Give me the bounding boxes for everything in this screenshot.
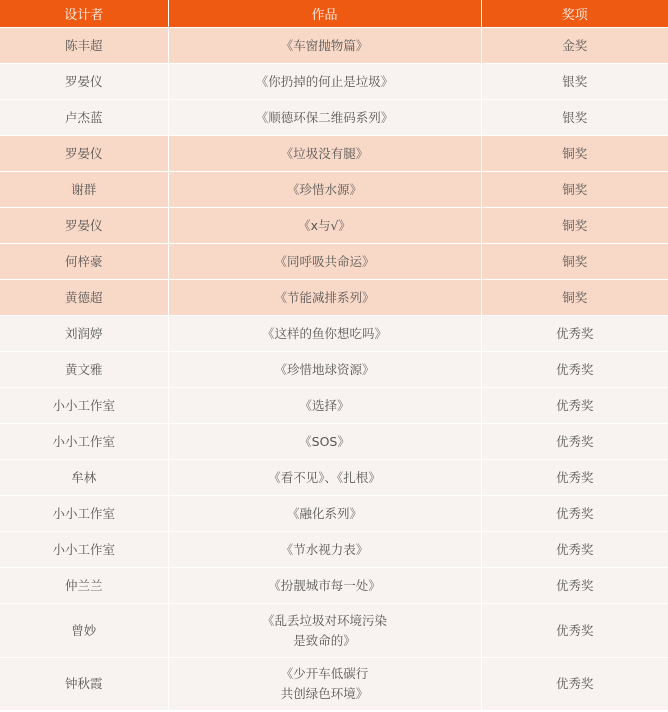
cell-designer: 罗晏仪 xyxy=(0,64,168,100)
cell-designer: 小小工作室 xyxy=(0,496,168,532)
cell-award: 优秀奖 xyxy=(481,424,668,460)
cell-designer: 罗晏仪 xyxy=(0,136,168,172)
table-row xyxy=(0,172,668,208)
cell-designer: 仲兰兰 xyxy=(0,568,168,604)
cell-award: 铜奖 xyxy=(481,208,668,244)
cell-designer: 牟林 xyxy=(0,460,168,496)
cell-designer: 小小工作室 xyxy=(0,532,168,568)
cell-work: 《车窗抛物篇》 xyxy=(168,28,481,64)
table-row xyxy=(0,64,668,100)
cell-work: 《顺德环保二维码系列》 xyxy=(168,100,481,136)
cell-award: 铜奖 xyxy=(481,136,668,172)
cell-work: 《少开车低碳行 共创绿色环境》 xyxy=(168,658,481,711)
cell-work: 《珍惜地球资源》 xyxy=(168,352,481,388)
table-row xyxy=(0,604,668,658)
table-row xyxy=(0,388,668,424)
table-row xyxy=(0,658,668,711)
table-row xyxy=(0,496,668,532)
cell-work: 《选择》 xyxy=(168,388,481,424)
table-row xyxy=(0,244,668,280)
cell-work: 《垃圾没有腿》 xyxy=(168,136,481,172)
table-header xyxy=(0,0,668,28)
table-row xyxy=(0,460,668,496)
table-row xyxy=(0,136,668,172)
cell-award: 优秀奖 xyxy=(481,316,668,352)
cell-work: 《看不见》、《扎根》 xyxy=(168,460,481,496)
table-row xyxy=(0,568,668,604)
cell-designer: 陈丰超 xyxy=(0,28,168,64)
cell-designer: 小小工作室 xyxy=(0,424,168,460)
table-row xyxy=(0,100,668,136)
cell-work: 《你扔掉的何止是垃圾》 xyxy=(168,64,481,100)
cell-work: 《SOS》 xyxy=(168,424,481,460)
cell-work: 《节能减排系列》 xyxy=(168,280,481,316)
cell-designer: 钟秋霞 xyxy=(0,658,168,711)
cell-award: 优秀奖 xyxy=(481,658,668,711)
cell-designer: 黄文雅 xyxy=(0,352,168,388)
cell-award: 金奖 xyxy=(481,28,668,64)
cell-award: 优秀奖 xyxy=(481,532,668,568)
cell-designer: 小小工作室 xyxy=(0,388,168,424)
table-row xyxy=(0,316,668,352)
cell-award: 银奖 xyxy=(481,64,668,100)
cell-award: 优秀奖 xyxy=(481,460,668,496)
cell-work: 《乱丢垃圾对环境污染 是致命的》 xyxy=(168,604,481,658)
cell-award: 银奖 xyxy=(481,100,668,136)
cell-award: 铜奖 xyxy=(481,244,668,280)
cell-award: 铜奖 xyxy=(481,172,668,208)
cell-designer: 罗晏仪 xyxy=(0,208,168,244)
cell-work: 《节水视力表》 xyxy=(168,532,481,568)
table-row xyxy=(0,352,668,388)
table-row xyxy=(0,424,668,460)
cell-designer: 刘润婷 xyxy=(0,316,168,352)
header-award: 奖项 xyxy=(481,0,668,28)
cell-work: 《这样的鱼你想吃吗》 xyxy=(168,316,481,352)
cell-work: 《同呼吸共命运》 xyxy=(168,244,481,280)
cell-work: 《扮靓城市每一处》 xyxy=(168,568,481,604)
cell-award: 优秀奖 xyxy=(481,604,668,658)
cell-award: 优秀奖 xyxy=(481,568,668,604)
cell-work: 《融化系列》 xyxy=(168,496,481,532)
table-row xyxy=(0,280,668,316)
cell-award: 优秀奖 xyxy=(481,352,668,388)
table-row xyxy=(0,208,668,244)
cell-designer: 曾妙 xyxy=(0,604,168,658)
cell-designer: 何梓豪 xyxy=(0,244,168,280)
cell-award: 优秀奖 xyxy=(481,496,668,532)
header-work: 作品 xyxy=(168,0,481,28)
cell-designer: 谢群 xyxy=(0,172,168,208)
cell-designer: 卢杰蓝 xyxy=(0,100,168,136)
table-row xyxy=(0,532,668,568)
table-row xyxy=(0,28,668,64)
cell-work: 《x与√》 xyxy=(168,208,481,244)
cell-award: 铜奖 xyxy=(481,280,668,316)
cell-work: 《珍惜水源》 xyxy=(168,172,481,208)
header-designer: 设计者 xyxy=(0,0,168,28)
header-row xyxy=(0,0,668,28)
cell-designer: 黄德超 xyxy=(0,280,168,316)
table-body xyxy=(0,28,668,711)
cell-award: 优秀奖 xyxy=(481,388,668,424)
